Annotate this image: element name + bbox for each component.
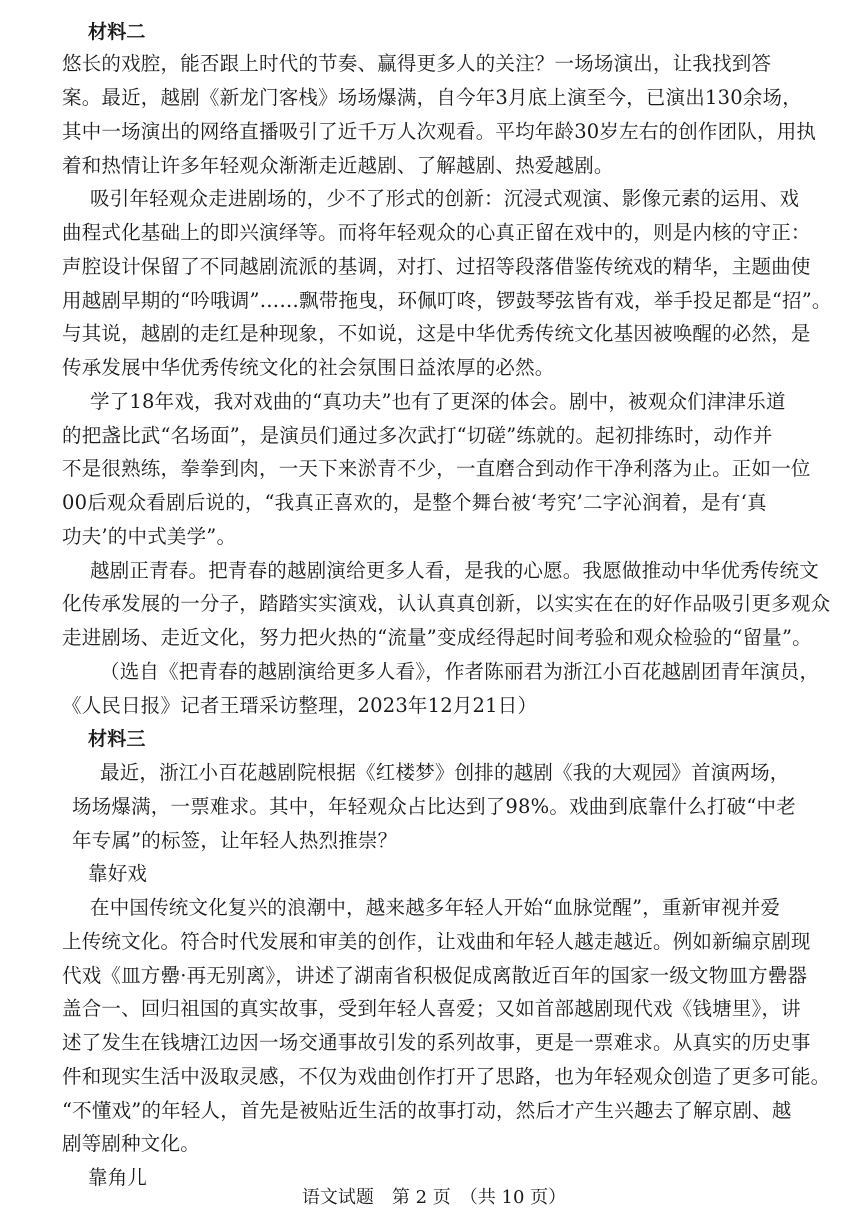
- text-line: 其中一场演出的网络直播吸引了近千万人次观看。平均年龄30岁左右的创作团队，用执: [62, 120, 817, 143]
- text-line: 案。最近，越剧《新龙门客栈》场场爆满，自今年3月底上演至今，已演出130余场，: [62, 86, 802, 109]
- text-line: 吸引年轻观众走进剧场的，少不了形式的创新：沉浸式观演、影像元素的运用、戏: [90, 187, 800, 210]
- text-line: 功夫’的中式美学”。: [62, 525, 237, 548]
- subheading: 靠好戏: [88, 862, 148, 885]
- text-line: 00后观众看剧后说的，“我真正喜欢的，是整个舞台被‘考究’二字沁润着，是有‘真: [62, 491, 767, 514]
- text-line: 最近，浙江小百花越剧院根据《红楼梦》创排的越剧《我的大观园》首演两场，: [100, 761, 790, 784]
- text-line: 不是很熟练，拳拳到肉，一天下来淤青不少，一直磨合到动作干净利落为止。正如一位: [62, 457, 811, 480]
- subheading: 靠角儿: [88, 1166, 148, 1189]
- text-line: 传承发展中华优秀传统文化的社会氛围日益浓厚的必然。: [62, 356, 555, 379]
- text-line: 年专属”的标签，让年轻人热烈推崇？: [72, 829, 398, 852]
- text-line: 场场爆满，一票难求。其中，年轻观众占比达到了98%。戏曲到底靠什么打破“中老: [72, 795, 796, 818]
- text-line: 盖合一、回归祖国的真实故事，受到年轻人喜爱；又如首部越剧现代戏《钱塘里》，讲: [62, 997, 801, 1020]
- material-3-heading: 材料三: [88, 728, 146, 750]
- text-line: 走进剧场、走近文化，努力把火热的“流量”变成经得起时间考验和观众检验的“留量”。: [62, 626, 812, 649]
- text-line: 的把盏比武“名场面”，是演员们通过多次武打“切磋”练就的。起初排练时，动作并: [62, 424, 773, 447]
- page-footer: 语文试题 第 2 页 （共 10 页）: [301, 1187, 567, 1208]
- text-line: 件和现实生活中汲取灵感，不仅为戏曲创作打开了思路，也为年轻观众创造了更多可能。: [62, 1065, 831, 1088]
- text-line: 学了18年戏，我对戏曲的“真功夫”也有了更深的体会。剧中，被观众们津津乐道: [90, 390, 786, 413]
- material-2-heading: 材料二: [88, 21, 146, 43]
- text-line: 化传承发展的一分子，踏踏实实演戏，认认真真创新，以实实在在的好作品吸引更多观众: [62, 592, 831, 615]
- text-line: 代戏《皿方罍·再无别离》，讲述了湖南省积极促成离散近百年的国家一级文物皿方罍器: [62, 964, 808, 987]
- source-citation: 《人民日报》记者王瑨采访整理，2023年12月21日）: [62, 694, 538, 717]
- text-line: 上传统文化。符合时代发展和审美的创作，让戏曲和年轻人越走越近。例如新编京剧现: [62, 930, 811, 953]
- text-line: 用越剧早期的“吟哦调”……飘带拖曳，环佩叮咚，锣鼓琴弦皆有戏，举手投足都是“招”。: [62, 289, 832, 312]
- text-line: 剧等剧种文化。: [62, 1132, 200, 1155]
- text-line: 在中国传统文化复兴的浪潮中，越来越多年轻人开始“血脉觉醒”，重新审视并爱: [90, 896, 781, 919]
- text-line: 与其说，越剧的走红是种现象，不如说，这是中华优秀传统文化基因被唤醒的必然，是: [62, 322, 811, 345]
- text-line: 悠长的戏腔，能否跟上时代的节奏、赢得更多人的关注？一场场演出，让我找到答: [62, 52, 772, 75]
- text-line: 越剧正青春。把青春的越剧演给更多人看，是我的心愿。我愿做推动中华优秀传统文: [90, 559, 819, 582]
- text-line: 述了发生在钱塘江边因一场交通事故引发的系列故事，更是一票难求。从真实的历史事: [62, 1031, 811, 1054]
- text-line: 声腔设计保留了不同越剧流派的基调，对打、过招等段落借鉴传统戏的精华，主题曲使: [62, 255, 811, 278]
- text-line: 着和热情让许多年轻观众渐渐走近越剧、了解越剧、热爱越剧。: [62, 154, 614, 177]
- text-line: 曲程式化基础上的即兴演绎等。而将年轻观众的心真正留在戏中的，则是内核的守正：: [62, 221, 811, 244]
- text-line: “不懂戏”的年轻人，首先是被贴近生活的故事打动，然后才产生兴趣去了解京剧、越: [62, 1099, 792, 1122]
- source-citation: （选自《把青春的越剧演给更多人看》，作者陈丽君为浙江小百花越剧团青年演员，: [100, 660, 820, 683]
